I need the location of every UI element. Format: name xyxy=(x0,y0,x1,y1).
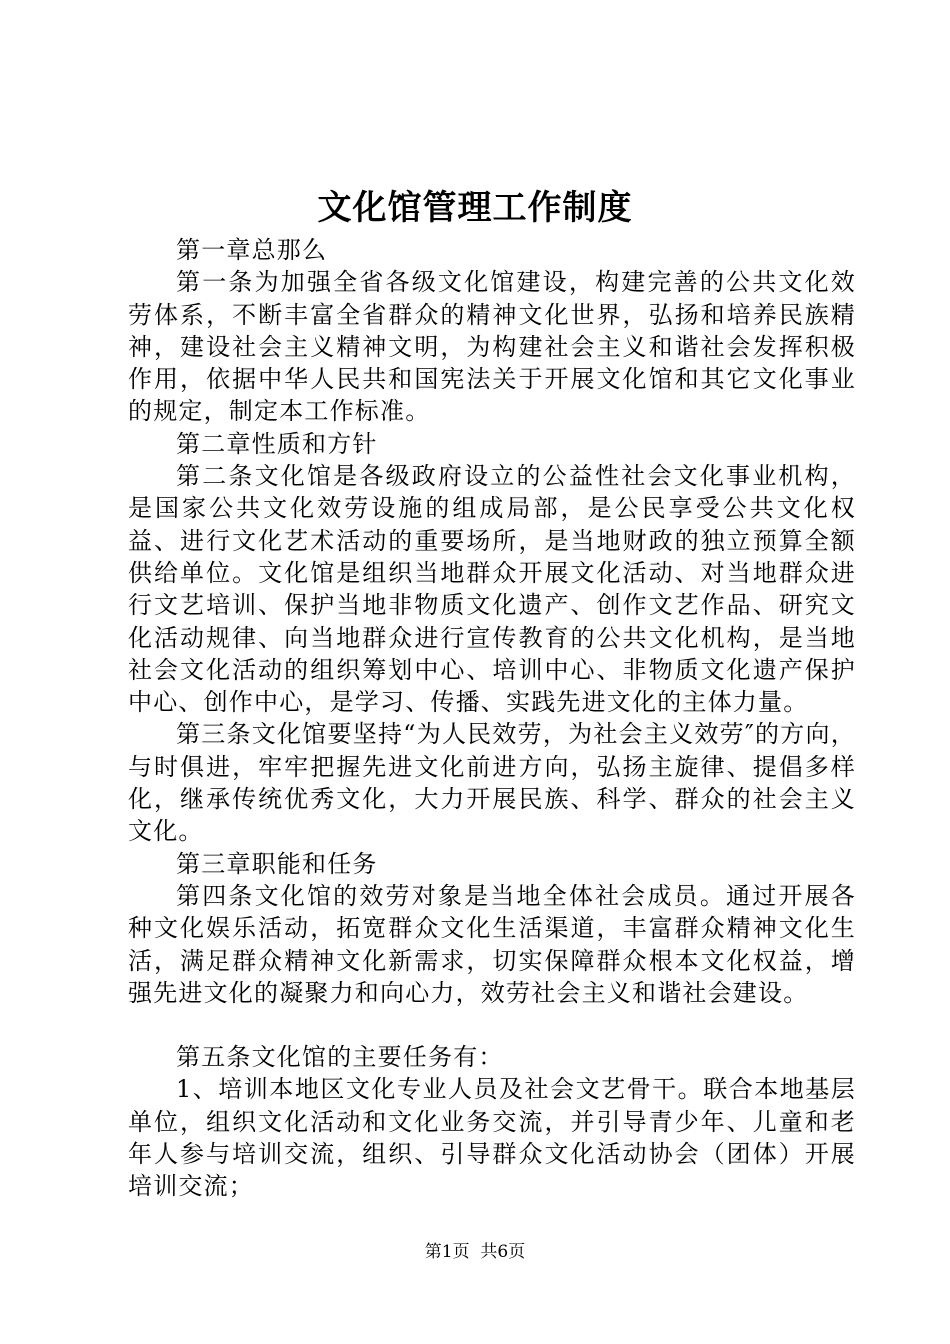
article-paragraph: 第一条为加强全省各级文化馆建设，构建完善的公共文化效劳体系，不断丰富全省群众的精神文化世界，弘扬和培养民族精神，建设社会主义精神文明，为构建社会主义和谐社会发挥积极作用，依据中华人民共和国宪法关于开展文化馆和其它文化事业的规定，制定本工作标准。 xyxy=(128,268,856,426)
chapter-heading: 第二章性质和方针 xyxy=(176,429,378,458)
list-item: 1、培训本地区文化专业人员及社会文艺骨干。联合本地基层单位，组织文化活动和文化业务交流，并引导青少年、儿童和老年人参与培训交流，组织、引导群众文化活动协会（团体）开展培训交流； xyxy=(128,1075,856,1201)
page-footer xyxy=(0,1240,950,1264)
document-title: 文化馆管理工作制度 xyxy=(317,188,633,228)
article-paragraph: 第五条文化馆的主要任务有： xyxy=(176,1043,504,1072)
chapter-heading: 第一章总那么 xyxy=(176,236,328,264)
article-paragraph: 第三条文化馆要坚持“为人民效劳，为社会主义效劳″的方向，与时俱进，牢牢把握先进文化前进方向，弘扬主旋律、提倡多样化，继承传统优秀文化，大力开展民族、科学、群众的社会主义文化。 xyxy=(128,720,856,846)
chapter-heading: 第三章职能和任务 xyxy=(176,849,378,878)
page-number: 第1页 共6页 xyxy=(424,1242,526,1262)
article-paragraph: 第四条文化馆的效劳对象是当地全体社会成员。通过开展各种文化娱乐活动，拓宽群众文化生活渠道，丰富群众精神文化生活，满足群众精神文化新需求，切实保障群众根本文化权益，增强先进文化的凝聚力和向心力，效劳社会主义和谐社会建设。 xyxy=(128,881,856,1007)
article-paragraph: 第二条文化馆是各级政府设立的公益性社会文化事业机构，是国家公共文化效劳设施的组成局部，是公民享受公共文化权益、进行文化艺术活动的重要场所，是当地财政的独立预算全额供给单位。文化馆是组织当地群众开展文化活动、对当地群众进行文艺培训、保护当地非物质文化遗产、创作文艺作品、研究文化活动规律、向当地群众进行宣传教育的公共文化机构，是当地社会文化活动的组织筹划中心、培训中心、非物质文化遗产保护中心、创作中心，是学习、传播、实践先进文化的主体力量。 xyxy=(128,462,856,717)
document-body xyxy=(128,234,856,1203)
